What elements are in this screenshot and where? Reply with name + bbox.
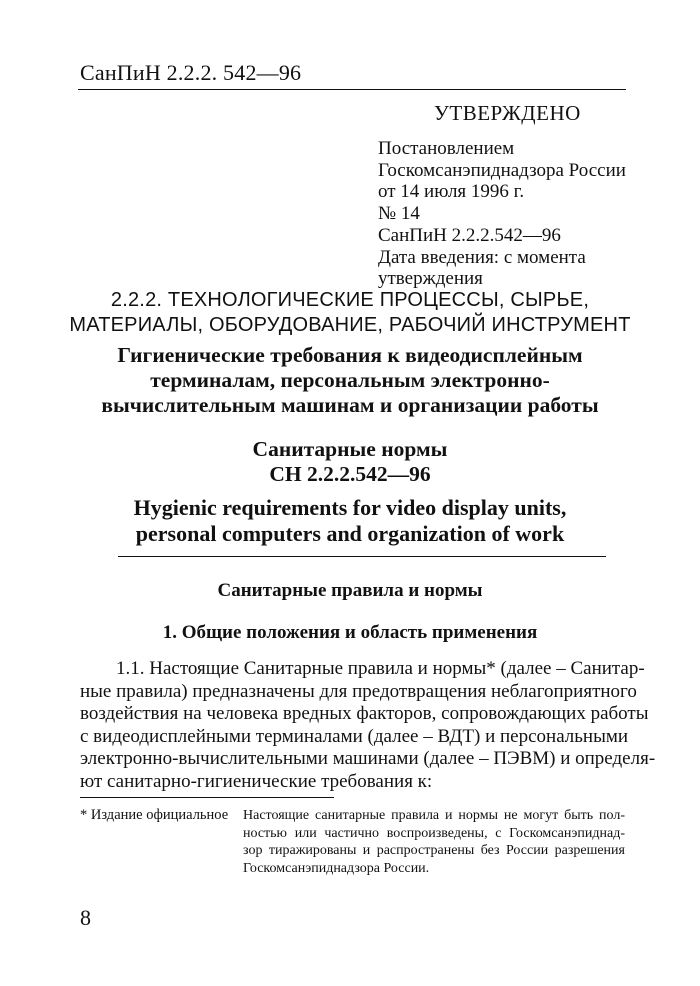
body-line: электронно-вычислительными машинами (далее – ПЭВМ) и определя- (80, 748, 656, 769)
document-title-line: вычислительным машинам и организации работы (101, 393, 599, 417)
body-line: 1.1. Настоящие Санитарные правила и нормы* (далее – Санитар- (116, 658, 645, 679)
footnote-divider (80, 797, 334, 798)
rules-heading: Санитарные правила и нормы (217, 580, 483, 601)
body-line: ют санитарно-гигиенические требования к: (80, 770, 433, 792)
header-divider (78, 89, 626, 90)
document-title-line: Гигиенические требования к видеодисплейным (117, 343, 583, 367)
approval-title: УТВЕРЖДЕНО (434, 101, 581, 125)
section-heading (60, 288, 640, 338)
approval-line: Дата введения: с момента (378, 246, 586, 268)
english-title-line: Hygienic requirements for video display units, (133, 495, 567, 520)
norms-code-line: СН 2.2.2.542—96 (269, 462, 431, 486)
footnote-text (243, 807, 625, 877)
norms-title-line: Санитарные нормы (252, 437, 448, 461)
english-title-line: personal computers and organization of work (135, 521, 565, 546)
norms-title (60, 437, 640, 487)
document-title (60, 343, 640, 418)
body-line: воздействия на человека вредных факторов, сопровождающих работы (80, 703, 649, 724)
running-header: СанПиН 2.2.2. 542—96 (80, 60, 302, 85)
approval-line: Госкомсанэпиднадзора России (378, 159, 626, 181)
body-line: ные правила) предназначены для предотвращения неблагоприятного (80, 680, 637, 702)
chapter-heading: 1. Общие положения и область применения (162, 622, 538, 643)
approval-line: № 14 (378, 203, 420, 225)
approval-line: утверждения (378, 268, 483, 290)
title-divider (118, 556, 606, 557)
document-title-line: терминалам, персональным электронно- (150, 368, 550, 392)
approval-line: Постановлением (378, 138, 515, 159)
footnote-line: зор тиражированы и распространены без России разрешения (243, 843, 625, 858)
body-paragraph (80, 658, 656, 793)
footnote-line: ностью или частично воспроизведены, с Госкомсанэпиднад- (243, 825, 625, 841)
footnote-label: * Издание официальное (80, 807, 229, 823)
approval-block (378, 138, 638, 290)
approval-line: СанПиН 2.2.2.542—96 (378, 224, 561, 246)
section-heading-line: МАТЕРИАЛЫ, ОБОРУДОВАНИЕ, РАБОЧИЙ ИНСТРУМЕНТ (69, 314, 631, 336)
section-heading-line: 2.2.2. ТЕХНОЛОГИЧЕСКИЕ ПРОЦЕССЫ, СЫРЬЕ, (110, 289, 590, 311)
footnote-line: Настоящие санитарные правила и нормы не могут быть пол- (243, 808, 625, 823)
page-number: 8 (80, 905, 91, 930)
english-title (40, 495, 660, 547)
approval-line: от 14 июля 1996 г. (378, 181, 525, 203)
body-line: с видеодисплейными терминалами (далее – ВДТ) и персональными (80, 725, 629, 747)
footnote-line: Госкомсанэпиднадзора России. (243, 860, 430, 876)
